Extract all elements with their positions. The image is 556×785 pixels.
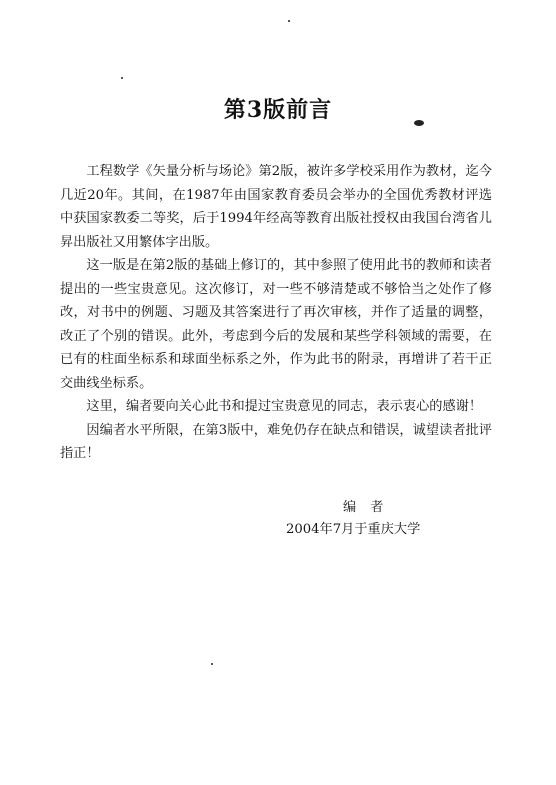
preface-body — [60, 160, 492, 466]
signature-date-place: 2004年7月于重庆大学 — [286, 522, 421, 537]
preface-paragraph-3: 这里，编者要向关心此书和提过宝贵意见的同志，表示衷心的感谢！ — [86, 399, 483, 414]
scan-speck — [288, 20, 290, 22]
signature-author: 编者 — [343, 500, 398, 515]
preface-paragraph-2: 这一版是在第2版的基础上修订的，其中参照了使用此书的教师和读者提出的一些宝贵意见。这次修订，对一些不够清楚或不够恰当之处作了修改，对书中的例题、习题及其答案进行了再次审核，并作了适量的调整，改正了个别的错误。此外，考虑到今后的发展和某些学科领域的需要，在已有的柱面坐标系和球面坐标系之外，作为此书的附录，再增讲了若干正交曲线坐标系。 — [60, 258, 492, 391]
page-title: 第3版前言 — [223, 97, 333, 123]
preface-paragraph-4: 因编者水平所限，在第3版中，难免仍存在缺点和错误，诚望读者批评指正！ — [60, 422, 492, 461]
preface-paragraph-1: 工程数学《矢量分析与场论》第2版，被许多学校采用作为教材，迄今几近20年。其间，在1987年由国家教育委员会举办的全国优秀教材评选中获国家教委二等奖，后于1994年经高等教育出版社授权由我国台湾省儿昇出版社又用繁体字出版。 — [60, 164, 492, 250]
scan-speck-ink-mark — [414, 120, 424, 126]
scan-speck — [211, 663, 213, 665]
scan-speck — [121, 77, 123, 79]
